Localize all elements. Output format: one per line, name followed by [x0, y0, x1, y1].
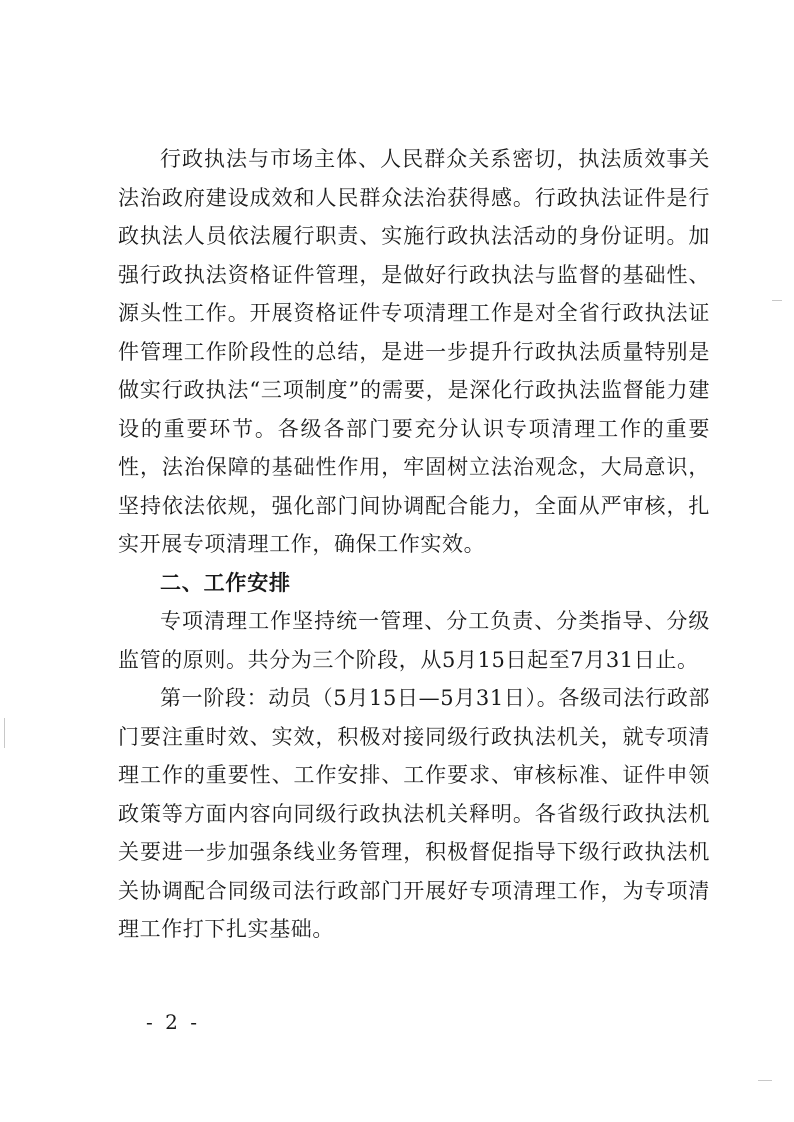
- scan-artifact-bottom: [758, 1080, 772, 1081]
- intro-paragraph: 行政执法与市场主体、人民群众关系密切，执法质效事关法治政府建设成效和人民群众法治获得感。行政执法证件是行政执法人员依法履行职责、实施行政执法活动的身份证明。加强行政执法资格证件管理，是做好行政执法与监督的基础性、源头性工作。开展资格证件专项清理工作是对全省行政执法证件管理工作阶段性的总结，是进一步提升行政执法质量特别是做实行政执法“三项制度”的需要，是深化行政执法监督能力建设的重要环节。各级各部门要充分认识专项清理工作的重要性，法治保障的基础性作用，牢固树立法治观念，大局意识，坚持依法依规，强化部门间协调配合能力，全面从严审核，扎实开展专项清理工作，确保工作实效。: [118, 147, 710, 556]
- page-number: - 2 -: [146, 1010, 200, 1034]
- document-body: [118, 140, 710, 949]
- phase-one-paragraph: 第一阶段：动员（5月15日—5月31日）。各级司法行政部门要注重时效、实效，积极对接同级行政执法机关，就专项清理工作的重要性、工作安排、工作要求、审核标准、证件申领政策等方面内容向同级行政执法机关释明。各省级行政执法机关要进一步加强条线业务管理，积极督促指导下级行政执法机关协调配合同级司法行政部门开展好专项清理工作，为专项清理工作打下扎实基础。: [118, 686, 710, 941]
- scan-artifact-left: [4, 718, 5, 748]
- section-heading: 二、工作安排: [160, 570, 291, 595]
- schedule-paragraph: 专项清理工作坚持统一管理、分工负责、分类指导、分级监管的原则。共分为三个阶段，从5月15日起至7月31日止。: [118, 609, 710, 672]
- scan-artifact-right: [772, 300, 782, 301]
